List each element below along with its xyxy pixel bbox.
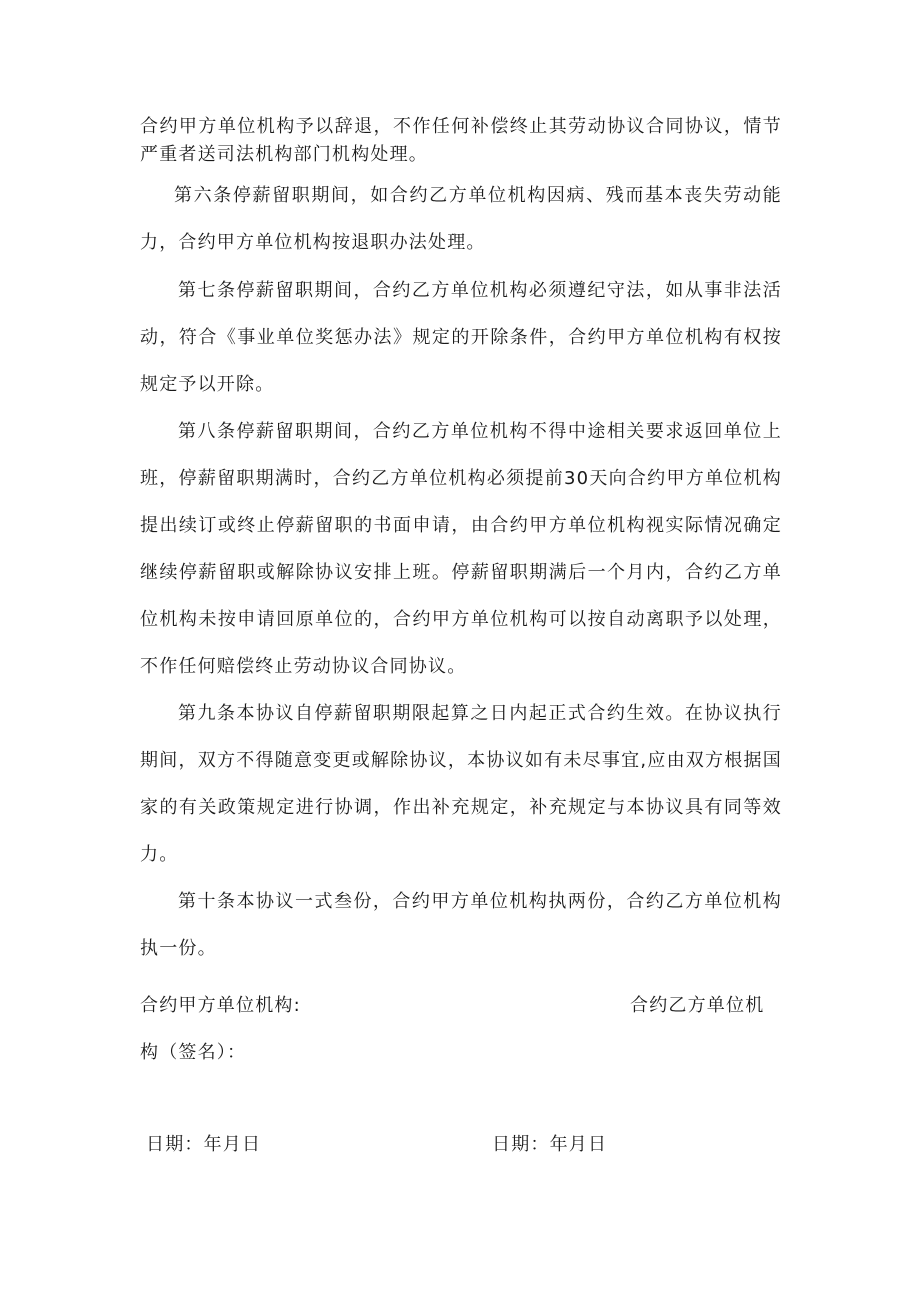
paragraph-article-9: 第九条本协议自停薪留职期限起算之日内起正式合约生效。在协议执行期间，双方不得随意变更或解除协议，本协议如有未尽事宜,应由双方根据国家的有关政策规定进行协调，作出补充规定，补充规定与本协议具有同等效力。 bbox=[140, 703, 782, 865]
paragraph-article-8: 第八条停薪留职期间，合约乙方单位机构不得中途相关要求返回单位上班，停薪留职期满时，合约乙方单位机构必须提前30天向合约甲方单位机构提出续订或终止停薪留职的书面申请，由合约甲方单位机构视实际情况确定继续停薪留职或解除协议安排上班。停薪留职期满后一个月内，合约乙方单位机构未按申请回原单位的，合约甲方单位机构可以按自动离职予以处理，不作任何赔偿终止劳动协议合同协议。 bbox=[140, 421, 782, 677]
paragraph-article-7: 第七条停薪留职期间，合约乙方单位机构必须遵纪守法，如从事非法活动，符合《事业单位奖惩办法》规定的开除条件，合约甲方单位机构有权按规定予以开除。 bbox=[140, 280, 782, 395]
party-a-signature-label: 合约甲方单位机构: bbox=[140, 995, 301, 1016]
party-b-signature-label-line1: 合约乙方单位机 bbox=[630, 995, 765, 1016]
paragraph-article-10: 第十条本协议一式叁份，合约甲方单位机构执两份，合约乙方单位机构执一份。 bbox=[140, 891, 782, 959]
party-b-date: 日期：年月日 bbox=[492, 1134, 608, 1155]
paragraph-article-6: 第六条停薪留职期间，如合约乙方单位机构因病、残而基本丧失劳动能力，合约甲方单位机构按退职办法处理。 bbox=[140, 185, 782, 253]
party-b-signature-label-line2: 构（签名）： bbox=[140, 1042, 247, 1063]
paragraph-continuation: 合约甲方单位机构予以辞退，不作任何补偿终止其劳动协议合同协议，情节严重者送司法机构部门机构处理。 bbox=[140, 116, 782, 165]
party-a-date: 日期：年月日 bbox=[146, 1134, 262, 1155]
